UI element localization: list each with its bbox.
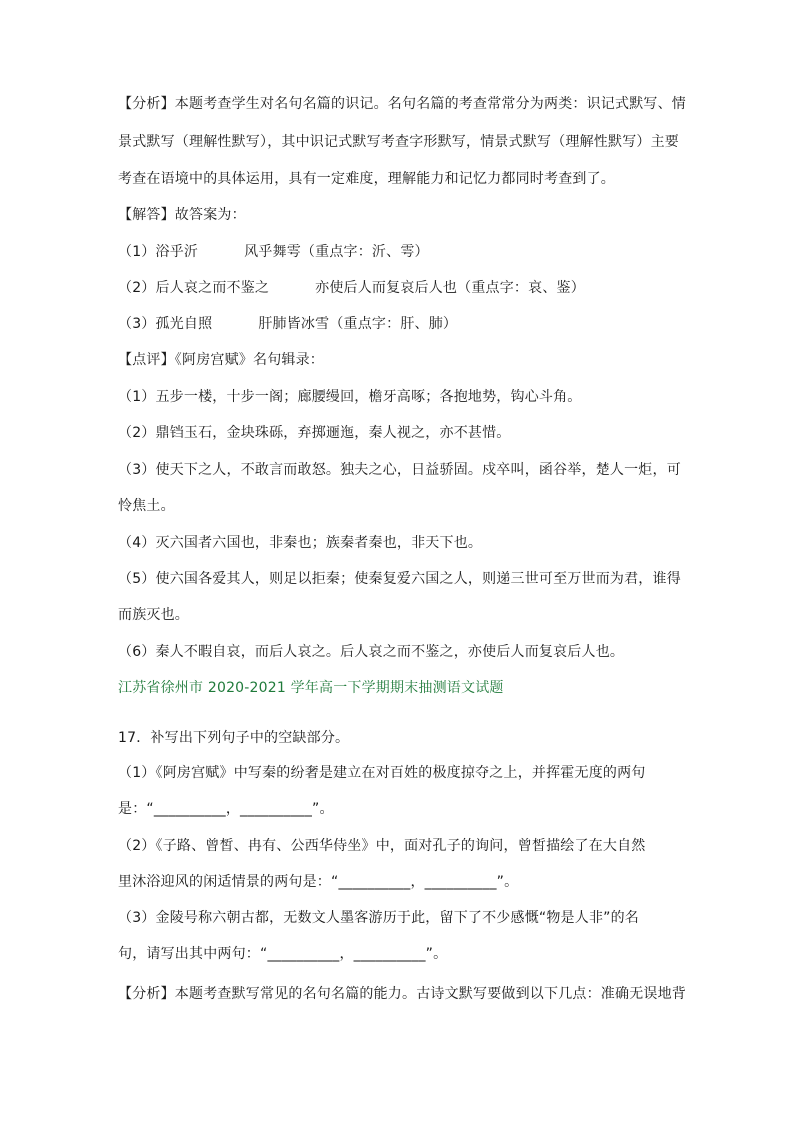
answer-item-2 xyxy=(118,278,688,298)
question-line-5: （3）金陵号称六朝古都，无数文人墨客游历于此，留下了不少感慨“物是人非”的名 xyxy=(118,910,640,926)
comment-item-2: （2）鼎铛玉石，金块珠砾，弃掷逦迤，秦人视之，亦不甚惜。 xyxy=(118,425,511,441)
answer-item-3-num: （3） xyxy=(118,316,156,332)
answer-item-1-num: （1） xyxy=(118,244,156,260)
answer-item-2-num: （2） xyxy=(118,280,156,296)
analysis2-line-1: 【分析】本题考查默写常见的名句名篇的能力。古诗文默写要做到以下几点：准确无误地背 xyxy=(118,986,686,1002)
question-line-1: （1）《阿房宫赋》中写秦的纷奢是建立在对百姓的极度掠夺之上，并挥霍无度的两句 xyxy=(118,765,646,781)
question-title: 17．补写出下列句子中的空缺部分。 xyxy=(118,730,350,746)
question-line-4: 里沐浴迎风的闲适情景的两句是：“__________，__________”。 xyxy=(118,874,519,890)
answer-item-2-b: 亦使后人而复哀后人也（重点字：哀、鉴） xyxy=(315,280,585,296)
comment-heading: 【点评】《阿房宫赋》名句辑录： xyxy=(118,352,324,368)
analysis-line-1: 【分析】本题考查学生对名句名篇的识记。名句名篇的考查常常分为两类：识记式默写、情 xyxy=(118,96,686,112)
answer-item-3-a: 孤光自照 xyxy=(155,316,213,332)
analysis-line-3: 考查在语境中的具体运用，具有一定难度，理解能力和记忆力都同时考查到了。 xyxy=(118,171,615,187)
comment-item-6: （6）秦人不暇自哀，而后人哀之。后人哀之而不鉴之，亦使后人而复哀后人也。 xyxy=(118,644,625,660)
question-line-2: 是：“__________，__________”。 xyxy=(118,801,334,817)
answer-item-3 xyxy=(118,314,688,334)
analysis-line-2: 景式默写（理解性默写），其中识记式默写考查字形默写，情景式默写（理解性默写）主要 xyxy=(118,134,679,150)
comment-item-3-cont: 怜焦土。 xyxy=(118,498,175,514)
answer-item-2-a: 后人哀之而不鉴之 xyxy=(155,280,270,296)
question-line-3: （2）《子路、曾皙、冉有、公西华侍坐》中，面对孔子的询问，曾皙描绘了在大自然 xyxy=(118,838,646,854)
answer-item-1-b: 风乎舞雩（重点字：沂、雩） xyxy=(244,244,429,260)
answer-item-3-b: 肝肺皆冰雪（重点字：肝、肺） xyxy=(258,316,458,332)
answer-item-1-a: 浴乎沂 xyxy=(155,244,199,260)
comment-item-5-cont: 而族灭也。 xyxy=(118,607,189,623)
comment-item-5: （5）使六国各爱其人，则足以拒秦；使秦复爱六国之人，则递三世可至万世而为君，谁得 xyxy=(118,571,681,587)
comment-item-4: （4）灭六国者六国也，非秦也；族秦者秦也，非天下也。 xyxy=(118,535,483,551)
answer-item-1 xyxy=(118,242,688,262)
source-title: 江苏省徐州市 2020-2021 学年高一下学期期末抽测语文试题 xyxy=(118,680,504,696)
comment-item-1: （1）五步一楼，十步一阁；廊腰缦回，檐牙高啄；各抱地势，钩心斗角。 xyxy=(118,389,582,405)
answer-heading: 【解答】故答案为： xyxy=(118,207,246,223)
question-line-6: 句，请写出其中两句：“__________，__________”。 xyxy=(118,946,448,962)
comment-item-3: （3）使天下之人，不敢言而敢怒。独夫之心，日益骄固。戍卒叫，函谷举，楚人一炬，可 xyxy=(118,462,681,478)
